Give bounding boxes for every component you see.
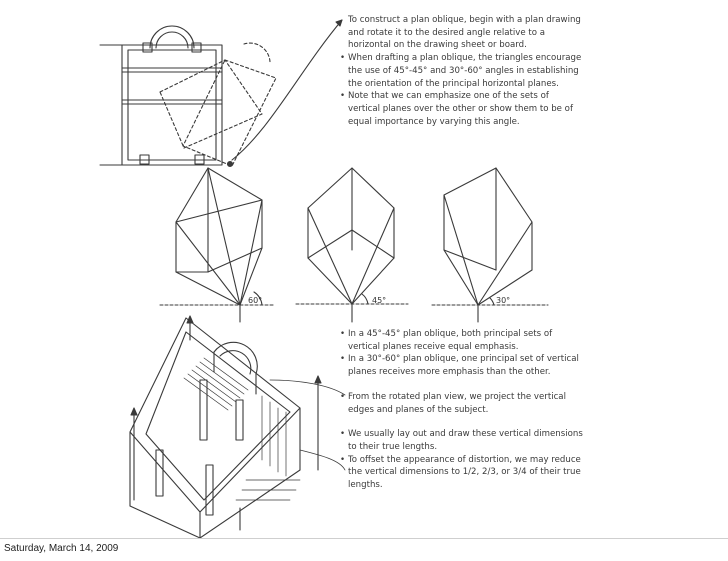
footer-bar: [0, 538, 728, 561]
note-emphasize: • Note that we can emphasize one of the sets of vertical planes over the other or show them to be of equal importance by varying this angle.: [348, 90, 583, 128]
notes-top: [348, 14, 583, 128]
footer-date: Saturday, March 14, 2009: [4, 543, 119, 554]
rotation-arrow: [232, 20, 342, 160]
note-construct: To construct a plan oblique, begin with a plan drawing and rotate it to the desired angle relative to a horizontal on the drawing sheet or board.: [348, 15, 581, 51]
angle-label-45: 45°: [372, 296, 387, 305]
angle-label-60: 60°: [248, 296, 263, 305]
notes-bottom: [348, 328, 583, 492]
note-project: • From the rotated plan view, we project the vertical edges and planes of the subject.: [348, 391, 583, 416]
plan-oblique-building: [130, 316, 321, 538]
note-offset: • To offset the appearance of distortion, we may reduce the vertical dimensions to 1/2, 2/3, or 3/4 of their true lengths.: [348, 454, 583, 492]
prism-30: [444, 168, 532, 322]
angle-label-30: 30°: [496, 296, 511, 305]
note-30-60: • In a 30°-60° plan oblique, one principal set of vertical planes receives more emphasis than the other.: [348, 353, 583, 378]
note-true-lengths: • We usually lay out and draw these vertical dimensions to their true lengths.: [348, 428, 583, 453]
note-45-45: • In a 45°-45° plan oblique, both principal sets of vertical planes receive equal emphasis.: [348, 328, 583, 353]
note-triangles: • When drafting a plan oblique, the triangles encourage the use of 45°-45° and 30°-60° angles in establishing the orientation of the principal horizontal planes.: [348, 52, 583, 90]
